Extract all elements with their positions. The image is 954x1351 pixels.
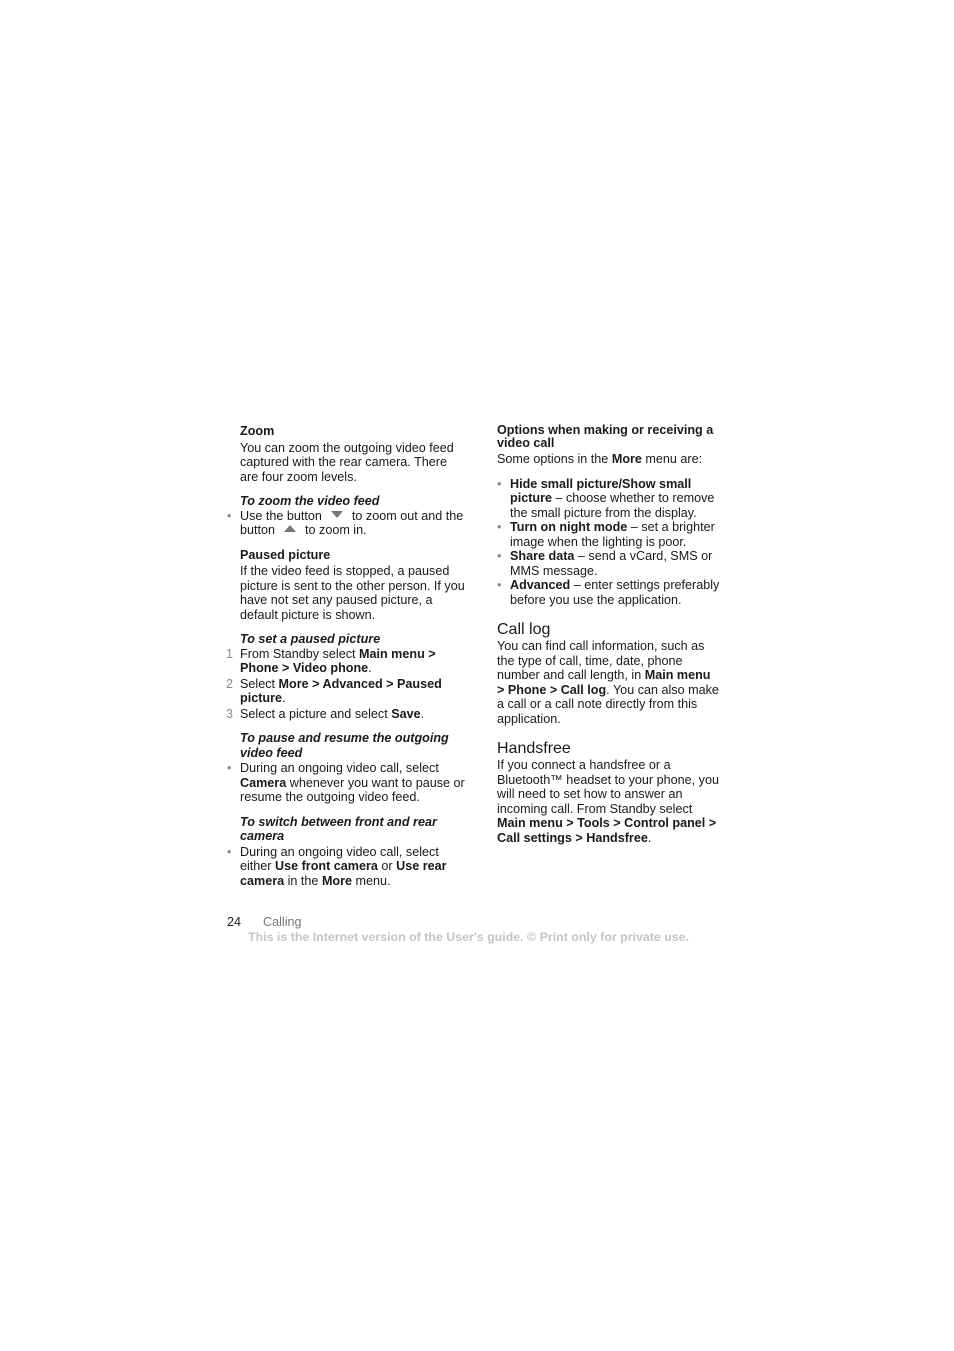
intro-menu: More [611,452,642,466]
step-text: During an ongoing video call, select [240,761,439,775]
option-desc: – choose whether to remove the small picture from the display. [510,491,715,520]
handsfree-text [497,758,721,845]
menu-path: Main menu > Tools > Control panel > Call settings > Handsfree [497,816,717,845]
step-menu-path: Save [391,706,421,721]
options-heading: Options when making or receiving a video call [497,423,714,450]
step-text: whenever you want to pause or resume the outgoing video feed. [240,775,465,804]
step-text: in the [284,873,322,888]
page-number: 24 [227,915,242,929]
menu-path: Main menu > Phone > Call log [497,668,711,697]
handsfree-heading: Handsfree [497,740,571,757]
list-item [240,509,465,538]
step-number: 1 [226,646,234,661]
step-menu-path: More > Advanced > Paused picture [240,676,442,705]
pause-task-heading: To pause and resume the outgoing video feed [240,731,449,760]
zoom-text: You can zoom the outgoing video feed captured with the rear camera. There are four zoom levels. [240,440,454,484]
zoom-step-text: to zoom in. [305,523,367,537]
internet-version-note: This is the Internet version of the User's guide. © Print only for private use. [248,930,690,944]
pause-steps [240,761,465,805]
list-item [510,549,721,578]
step-text: menu. [352,873,391,888]
step-text: During an ongoing video call, select either [240,844,439,873]
paused-text: If the video feed is stopped, a paused picture is sent to the other person. If you have not set any paused picture, a default picture is shown. [240,564,465,622]
zoom-step-text: Use the button [240,508,322,523]
step-text: . [282,691,286,705]
step-text: . [420,706,425,721]
option-desc: – set a brighter image when the lighting is poor. [510,520,715,549]
step-text: Select [240,676,279,691]
right-column [497,424,721,845]
step-menu-path: Use front camera [275,859,378,873]
body-text: . [647,830,652,845]
arrow-down-icon [331,511,343,518]
option-desc: – send a vCard, SMS or MMS message. [510,549,713,578]
list-item [240,845,465,889]
option-name: Turn on night mode [510,520,628,534]
zoom-heading: Zoom [240,424,275,438]
list-item [226,646,465,676]
body-text: You can find call information, such as the type of call, time, date, phone number and call length, in [497,639,705,682]
body-text: . You can also make a call or a call note directly from this application. [497,682,719,726]
step-text: . [368,661,372,675]
paused-task-heading: To set a paused picture [240,632,381,646]
option-name: Share data [510,549,575,563]
option-name: Advanced [510,578,571,592]
list-item [226,676,465,706]
step-menu-path: Use rear camera [240,859,447,888]
option-desc: – enter settings preferably before you use the application. [510,578,720,607]
list-item [226,706,465,722]
list-item [240,761,465,805]
step-text: or [377,859,397,873]
step-number: 2 [226,676,234,691]
switch-steps [240,845,465,889]
options-intro [497,452,721,467]
calllog-heading: Call log [497,621,551,638]
step-menu-path: Main menu > Phone > Video phone [240,646,436,675]
left-column [226,424,465,888]
section-name: Calling [263,915,302,929]
list-item [510,578,721,607]
step-menu-path: More [321,873,353,888]
zoom-task-heading: To zoom the video feed [240,494,380,508]
step-text: From Standby select [240,646,359,661]
list-item [510,477,721,521]
body-text: If you connect a handsfree or a Bluetooth™ headset to your phone, you will need to set how to answer an incoming call. From Standby select [497,758,719,816]
option-name: Hide small picture/Show small picture [510,476,692,505]
options-list [497,477,721,608]
zoom-steps [240,509,465,538]
intro-text: menu are: [641,452,703,466]
intro-text: Some options in the [497,452,612,466]
paused-heading: Paused picture [240,547,331,562]
arrow-up-icon [284,525,296,532]
calllog-text [497,639,721,726]
step-number: 3 [226,706,234,721]
step-menu-path: Camera [240,775,287,790]
zoom-step-text: to zoom out and the button [240,508,464,537]
step-text: Select a picture and select [240,706,392,721]
list-item [510,520,721,549]
switch-task-heading: To switch between front and rear camera [240,814,437,843]
paused-steps [226,646,465,722]
